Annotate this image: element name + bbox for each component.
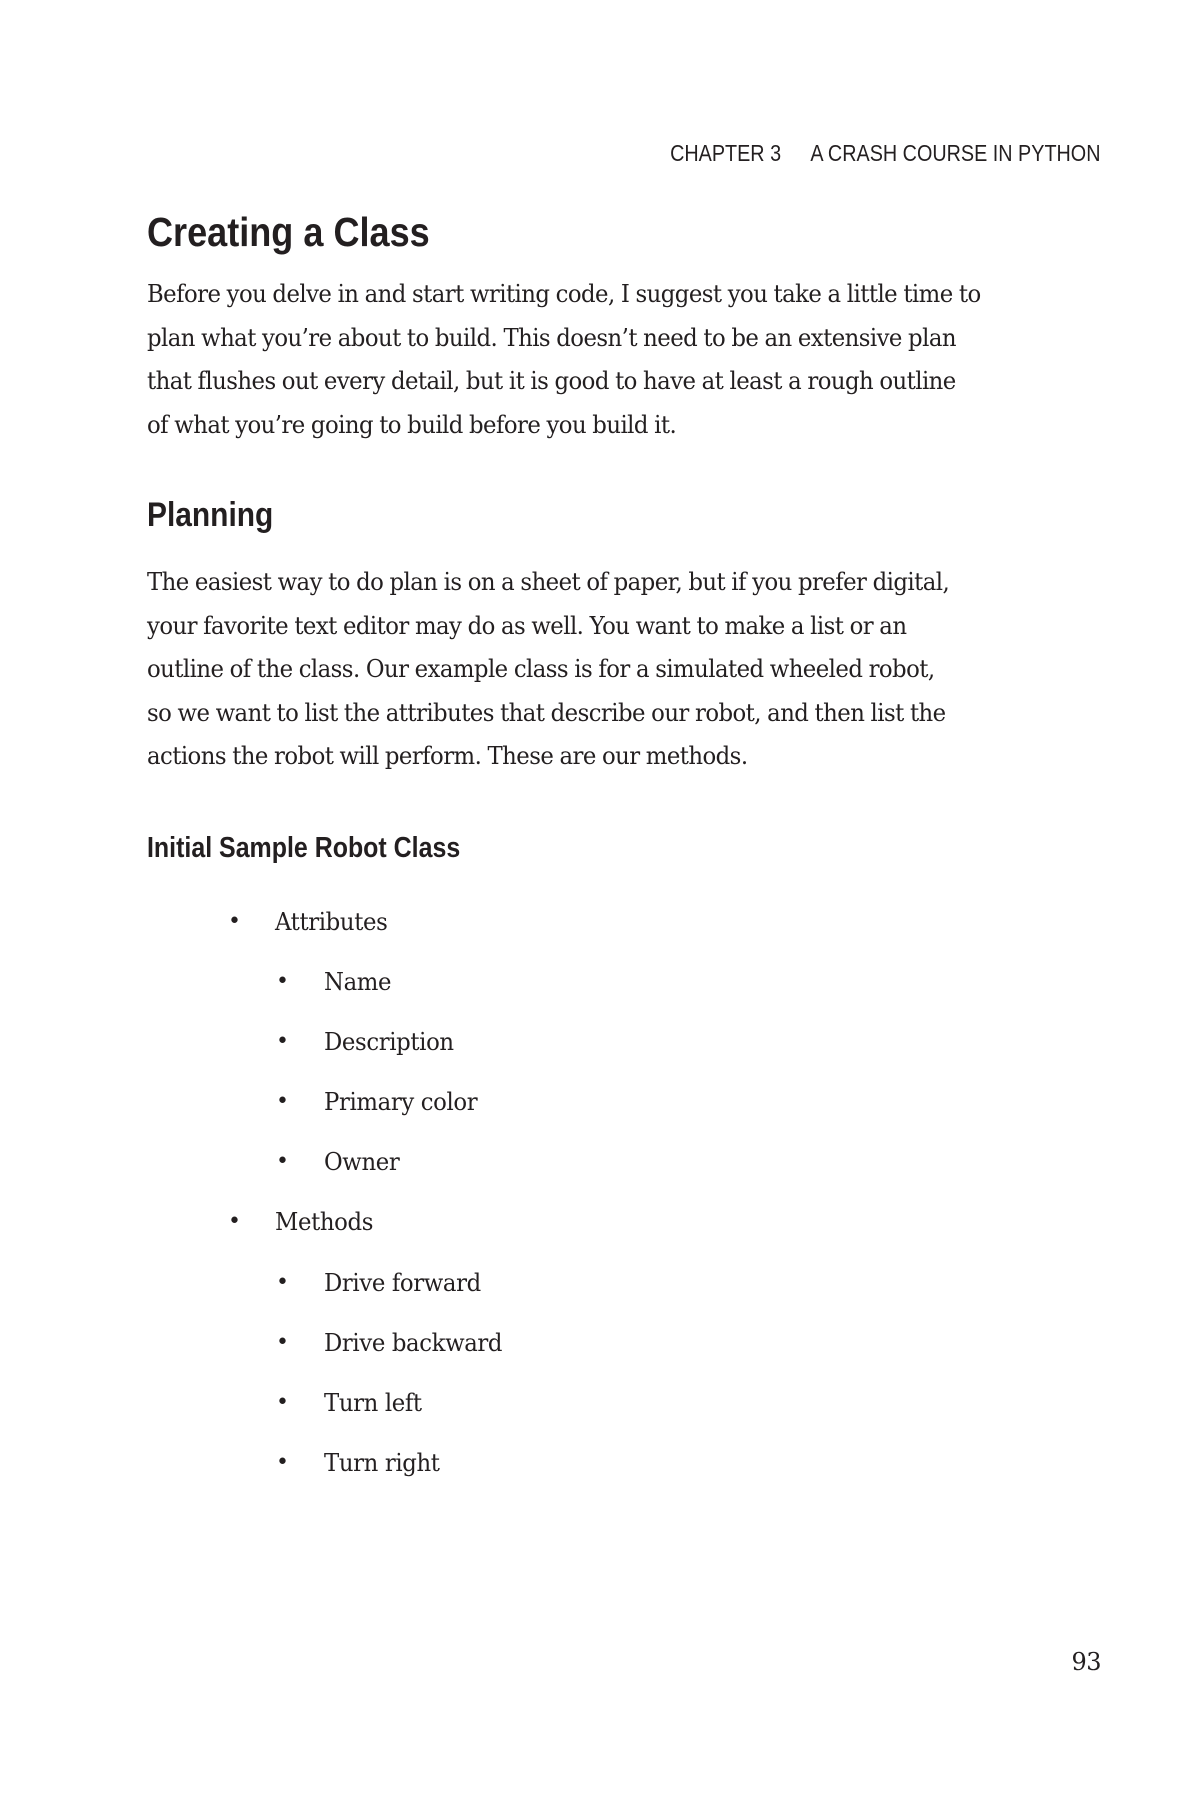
running-header xyxy=(670,140,1100,167)
bullet-icon: • xyxy=(276,968,289,994)
paragraph-line: of what you’re going to build before you build it. xyxy=(147,409,677,439)
list-item xyxy=(147,1012,1107,1072)
paragraph-line: The easiest way to do plan is on a sheet of paper, but if you prefer digital, xyxy=(147,567,950,596)
bullet-icon: • xyxy=(276,1450,289,1476)
paragraph-line: that flushes out every detail, but it is good to have at least a rough outline xyxy=(147,366,956,395)
list-item xyxy=(147,892,1107,952)
list-item xyxy=(147,1253,1107,1313)
sample-class-title: Initial Sample Robot Class xyxy=(147,831,461,864)
list-item xyxy=(147,1373,1107,1433)
planning-paragraph xyxy=(147,560,1100,778)
list-item xyxy=(147,1192,1107,1252)
list-item xyxy=(147,1132,1107,1192)
attribute-item: Description xyxy=(324,1026,454,1056)
page-number: 93 xyxy=(1071,1648,1101,1676)
method-item: Drive forward xyxy=(324,1267,481,1297)
method-item: Turn left xyxy=(324,1388,422,1417)
attribute-item: Name xyxy=(324,966,392,996)
section-title: Creating a Class xyxy=(147,209,430,255)
bullet-icon: • xyxy=(228,1209,241,1235)
attribute-item: Primary color xyxy=(324,1087,478,1117)
bullet-icon: • xyxy=(276,1149,289,1175)
paragraph-line: your favorite text editor may do as well. You want to make a list or an xyxy=(147,610,907,640)
robot-class-outline xyxy=(147,892,1107,1494)
attribute-item: Owner xyxy=(324,1147,400,1177)
paragraph-line: plan what you’re about to build. This doesn’t need to be an extensive plan xyxy=(147,322,956,352)
method-item: Drive backward xyxy=(324,1327,503,1357)
bullet-icon: • xyxy=(228,908,241,934)
paragraph-line: Before you delve in and start writing code, I suggest you take a little time to xyxy=(147,279,981,308)
bullet-icon: • xyxy=(276,1329,289,1355)
page-content xyxy=(147,204,1107,1493)
bullet-icon: • xyxy=(276,1028,289,1054)
paragraph-line: so we want to list the attributes that describe our robot, and then list the xyxy=(147,697,946,727)
chapter-title: A CRASH COURSE IN PYTHON xyxy=(809,140,1100,166)
bullet-icon: • xyxy=(276,1089,289,1115)
method-item: Turn right xyxy=(324,1448,440,1478)
methods-label: Methods xyxy=(275,1207,374,1237)
intro-paragraph xyxy=(147,272,1100,446)
paragraph-line: actions the robot will perform. These are our methods. xyxy=(147,741,748,770)
list-item xyxy=(147,1313,1107,1373)
subsection-title: Planning xyxy=(147,496,274,534)
chapter-number: CHAPTER 3 xyxy=(669,140,781,166)
paragraph-line: outline of the class. Our example class is for a simulated wheeled robot, xyxy=(147,654,935,683)
list-item xyxy=(147,1433,1107,1493)
attributes-label: Attributes xyxy=(275,906,388,936)
list-item xyxy=(147,952,1107,1012)
list-item xyxy=(147,1072,1107,1132)
bullet-icon: • xyxy=(276,1269,289,1295)
bullet-icon: • xyxy=(276,1390,289,1415)
